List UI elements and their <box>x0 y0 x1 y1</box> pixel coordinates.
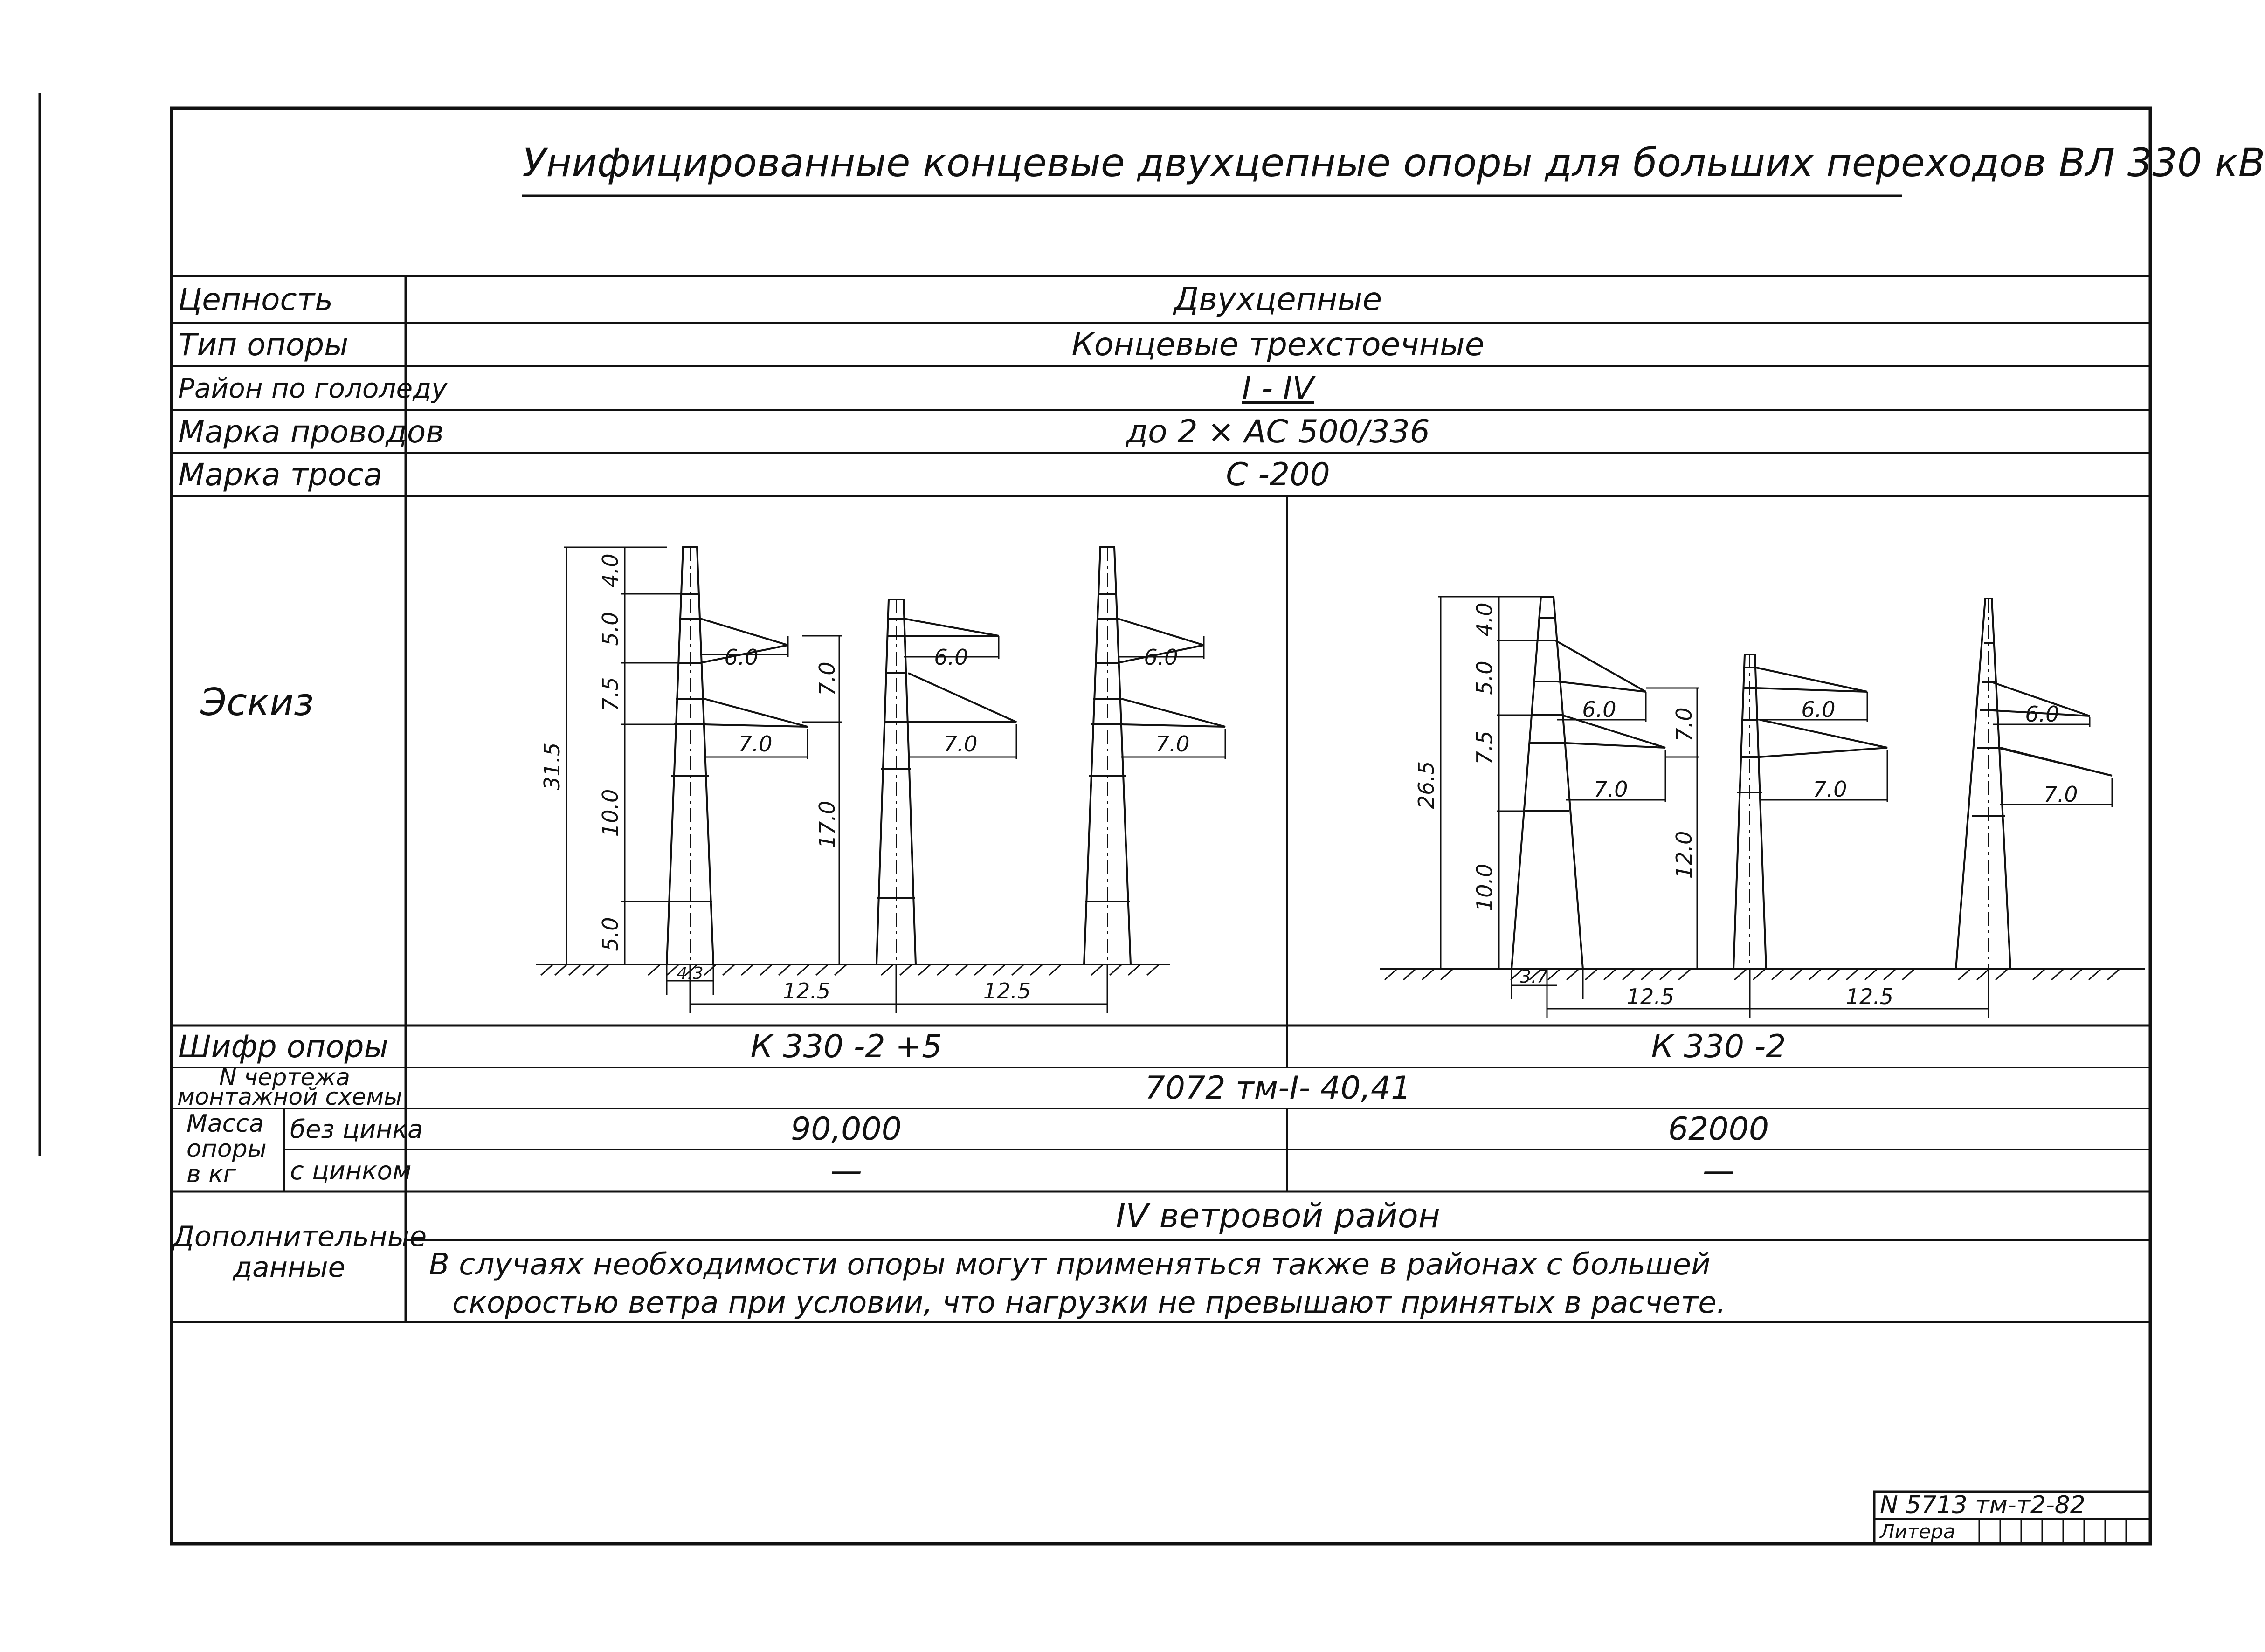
left-seg-3: 7.5 <box>598 677 623 711</box>
row-label-sketch: Эскиз <box>200 681 314 724</box>
left-arm-lower-3: 7.0 <box>1155 731 1190 757</box>
extra-data-label <box>173 1220 427 1284</box>
sheet-title: Унифицированные концевые двухцепные опоры для больших переходов ВЛ 330 кВ <box>522 140 2265 186</box>
left-span-1: 12.5 <box>782 978 831 1004</box>
right-mid-2: 12.0 <box>1671 831 1697 879</box>
left-arm-upper-2: 6.0 <box>934 645 968 670</box>
right-seg-3: 7.5 <box>1472 730 1497 765</box>
right-arm-lower-1: 7.0 <box>1594 777 1628 802</box>
sketch-right-three-towers <box>1287 496 2150 1026</box>
row-label-wire-grade: Марка проводов <box>178 413 444 450</box>
sketch-left-three-towers <box>406 496 1287 1026</box>
drawing-no-label-line1: N чертежа <box>219 1064 350 1091</box>
right-arm-upper-1: 6.0 <box>1582 697 1616 722</box>
right-total-height: 26.5 <box>1414 761 1439 809</box>
right-seg-2: 5.0 <box>1472 661 1497 695</box>
row-label-drawing-no <box>177 1064 406 1110</box>
mass-zinc-right: — <box>1703 1152 1734 1189</box>
left-seg-5: 5.0 <box>598 917 623 951</box>
extra-label-line2: данные <box>233 1251 345 1284</box>
right-seg-4: 10.0 <box>1472 863 1497 912</box>
left-mid-2: 17.0 <box>815 800 840 849</box>
left-mid-1: 7.0 <box>815 661 840 696</box>
row-label-circuits: Цепность <box>178 281 333 317</box>
mass-label <box>177 1111 284 1191</box>
left-seg-2: 5.0 <box>598 612 623 646</box>
extra-label-line1: Дополнительные <box>173 1220 427 1253</box>
tower-right-1 <box>1512 597 1665 969</box>
tower-left-1 <box>667 547 808 964</box>
left-arm-lower-2: 7.0 <box>943 731 978 757</box>
stamp-litera: Литера <box>1880 1520 1955 1543</box>
row-value-ice-region: I - IV <box>1242 370 1314 407</box>
left-span-2: 12.5 <box>983 978 1031 1004</box>
row-value-wire-grade: до 2 × АС 500/336 <box>1126 413 1430 450</box>
right-arm-lower-2: 7.0 <box>1813 777 1847 802</box>
left-seg-1: 4.0 <box>598 553 623 588</box>
row-value-circuits: Двухцепные <box>1174 281 1382 318</box>
extra-note <box>429 1246 1726 1322</box>
tower-code-right: К 330 -2 <box>1651 1028 1786 1065</box>
wind-region: IV ветровой район <box>1116 1196 1440 1235</box>
tower-left-3 <box>1084 547 1225 964</box>
mass-no-zinc-right: 62000 <box>1668 1110 1769 1148</box>
right-mid-1: 7.0 <box>1671 707 1697 742</box>
mass-label-line1: Масса <box>186 1110 264 1138</box>
right-seg-1: 4.0 <box>1472 602 1497 637</box>
drawing-no-label-line2: монтажной схемы <box>177 1083 402 1110</box>
tower-right-3 <box>1956 599 2112 969</box>
left-seg-4: 10.0 <box>598 789 623 837</box>
right-arm-lower-3: 7.0 <box>2044 782 2078 807</box>
row-label-ice-region: Район по гололеду <box>178 372 448 404</box>
tower-code-left: К 330 -2 +5 <box>750 1028 942 1065</box>
drawing-no-value: 7072 тм-I- 40,41 <box>1145 1069 1411 1107</box>
right-span-2: 12.5 <box>1845 984 1894 1009</box>
mass-zinc-left: — <box>830 1152 862 1189</box>
extra-note-line2: скоростью ветра при условии, что нагрузки не превышают принятых в расчете. <box>452 1286 1726 1320</box>
left-arm-upper-1: 6.0 <box>724 645 759 670</box>
mass-no-zinc-left: 90,000 <box>791 1110 902 1148</box>
left-total-height: 31.5 <box>539 742 565 791</box>
mass-label-line3: в кг <box>186 1160 236 1188</box>
extra-note-line1: В случаях необходимости опоры могут применяться также в районах с большей <box>429 1247 1711 1282</box>
right-arm-upper-2: 6.0 <box>1801 697 1836 722</box>
mass-no-zinc-label: без цинка <box>290 1114 423 1144</box>
right-base-width: 3.7 <box>1519 966 1548 987</box>
left-arm-upper-3: 6.0 <box>1144 645 1178 670</box>
row-value-tower-type: Концевые трехстоечные <box>1071 326 1485 363</box>
mass-zinc-label: с цинком <box>290 1156 412 1185</box>
row-value-cable-grade: С -200 <box>1226 456 1330 493</box>
left-base-width: 4.3 <box>677 964 704 983</box>
right-arm-upper-3: 6.0 <box>2025 702 2059 727</box>
row-label-tower-code: Шифр опоры <box>178 1028 388 1065</box>
row-label-cable-grade: Марка троса <box>178 456 383 493</box>
right-span-1: 12.5 <box>1626 984 1675 1009</box>
stamp-number: N 5713 тм-т2-82 <box>1880 1491 2085 1519</box>
row-label-tower-type: Тип опоры <box>178 326 349 363</box>
left-arm-lower-1: 7.0 <box>738 731 773 757</box>
mass-label-line2: опоры <box>186 1135 267 1163</box>
